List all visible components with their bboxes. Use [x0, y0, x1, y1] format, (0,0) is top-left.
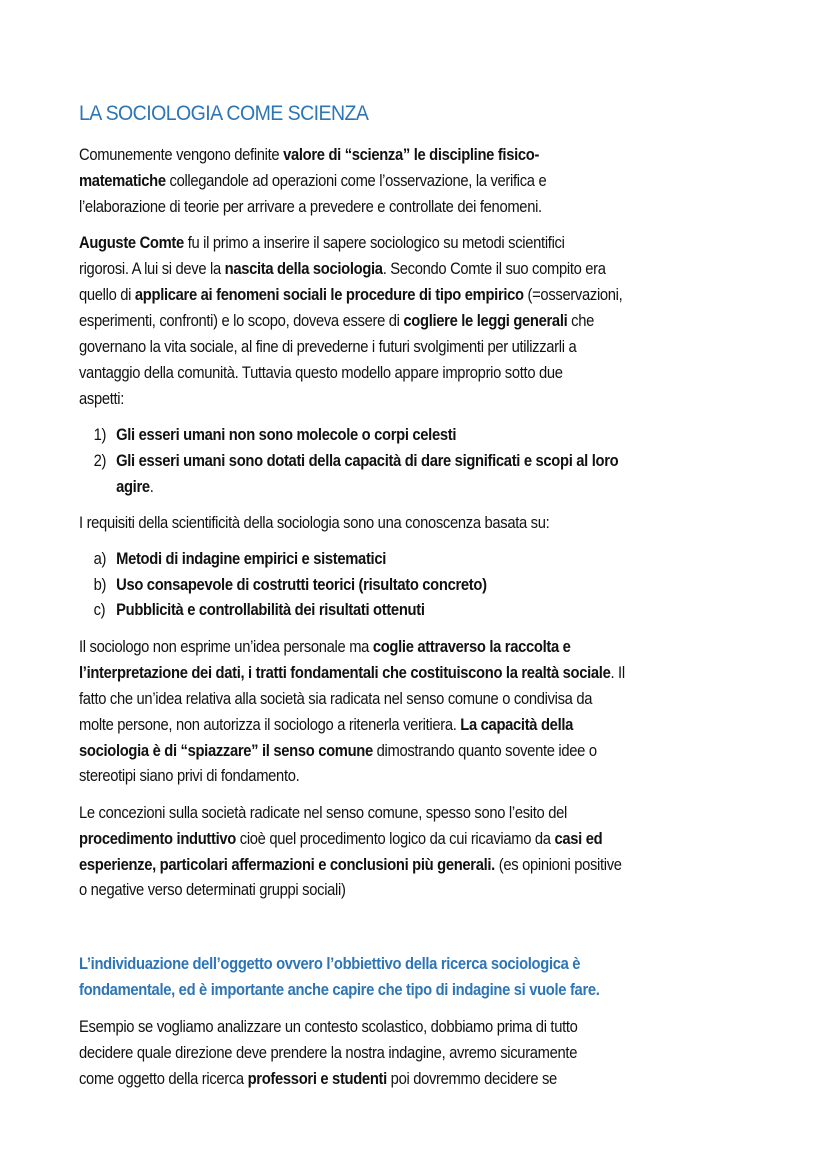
bold-text: l’interpretazione dei dati, i tratti fondamentali che costituiscono la realtà sociale — [79, 664, 611, 682]
text: l’elaborazione di teorie per arrivare a prevedere e controllate dei fenomeni. — [79, 198, 542, 216]
bold-text: esperienze, particolari affermazioni e conclusioni più generali. — [79, 856, 495, 874]
text: fu il primo a inserire il sapere sociologico su metodi scientifici — [183, 234, 565, 252]
paragraph-line: I requisiti della scientificità della sociologia sono una conoscenza basata su: — [79, 514, 550, 532]
paragraph-line — [79, 260, 606, 279]
paragraph-line — [79, 172, 546, 191]
text: (=osservazioni, — [523, 286, 623, 304]
bold-text: agire — [116, 478, 150, 496]
list-item-text: Pubblicità e controllabilità dei risultati ottenuti — [116, 601, 425, 619]
paragraph-line — [79, 830, 602, 849]
paragraph-line — [79, 804, 567, 823]
bold-text: casi ed — [554, 830, 603, 848]
text: esperimenti, confronti) e lo scopo, doveva essere di — [79, 312, 404, 330]
text: governano la vita sociale, al fine di prevederne i futuri svolgimenti per utilizzarli a — [79, 338, 577, 356]
text: Esempio se vogliamo analizzare un contesto scolastico, dobbiamo prima di tutto — [79, 1018, 578, 1036]
text: . — [149, 478, 154, 496]
text: molte persone, non autorizza il sociologo a ritenerla veritiera. — [79, 716, 461, 734]
list-marker: c) — [93, 601, 106, 619]
bold-text: applicare ai fenomeni sociali le procedure di tipo empirico — [134, 286, 524, 304]
list-marker: 1) — [93, 426, 107, 444]
paragraph-line — [79, 146, 539, 165]
paragraph-line — [79, 364, 563, 383]
paragraph-line — [79, 638, 571, 657]
paragraph-line — [79, 234, 565, 253]
text: vantaggio della comunità. Tuttavia questo modello appare improprio sotto due — [79, 364, 563, 382]
list-item-text: Gli esseri umani sono dotati della capacità di dare significati e scopi al loro — [116, 452, 619, 470]
text: come oggetto della ricerca — [79, 1070, 248, 1088]
paragraph-line — [79, 742, 597, 761]
paragraph-line — [79, 1044, 577, 1063]
text: poi dovremmo decidere se — [386, 1070, 557, 1088]
paragraph-line — [79, 690, 592, 709]
paragraph-line — [79, 1018, 578, 1037]
text: Comunemente vengono definite — [79, 146, 284, 164]
text: . Il — [610, 664, 625, 682]
paragraph-line — [79, 338, 576, 357]
list-item-text: Gli esseri umani non sono molecole o corpi celesti — [116, 426, 457, 444]
text: decidere quale direzione deve prendere la nostra indagine, avremo sicuramente — [79, 1044, 578, 1062]
list-item-text: Metodi di indagine empirici e sistematici — [116, 550, 387, 568]
bold-text: cogliere le leggi generali — [403, 312, 568, 330]
section-subheading: fondamentale, ed è importante anche capire che tipo di indagine si vuole fare. — [79, 981, 600, 999]
list-marker: b) — [93, 576, 107, 594]
paragraph-line — [79, 198, 542, 217]
list-marker: 2) — [93, 452, 107, 470]
text: dimostrando quanto sovente idee o — [372, 742, 597, 760]
text: aspetti: — [79, 390, 125, 408]
paragraph-line — [79, 716, 573, 735]
section-subheading: L’individuazione dell’oggetto ovvero l’obbiettivo della ricerca sociologica è — [79, 955, 581, 973]
list-item-text: Uso consapevole di costrutti teorici (risultato concreto) — [116, 576, 487, 594]
text: . Secondo Comte il suo compito era — [382, 260, 606, 278]
bold-text: nascita della sociologia — [224, 260, 383, 278]
paragraph-line — [79, 767, 299, 786]
list-marker: a) — [93, 550, 107, 568]
paragraph-line — [79, 664, 625, 683]
text: che — [567, 312, 595, 330]
text: o negative verso determinati gruppi sociali) — [79, 881, 346, 899]
paragraph-line — [79, 856, 622, 875]
text: rigorosi. A lui si deve la — [79, 260, 225, 278]
text: Il sociologo non esprime un’idea personale ma — [79, 638, 373, 656]
paragraph-line — [79, 390, 124, 409]
paragraph-line — [79, 1070, 557, 1089]
bold-text: matematiche — [79, 172, 166, 190]
bold-text: procedimento induttivo — [79, 830, 236, 848]
paragraph-line — [79, 286, 622, 305]
bold-text: Auguste Comte — [79, 234, 184, 252]
text: (es opinioni positive — [494, 856, 622, 874]
paragraph-line — [79, 881, 346, 900]
text: stereotipi siano privi di fondamento. — [79, 767, 300, 785]
paragraph-line — [79, 312, 594, 331]
text: Le concezioni sulla società radicate nel senso comune, spesso sono l’esito del — [79, 804, 567, 822]
bold-text: valore di “scienza” le discipline fisico- — [283, 146, 540, 164]
bold-text: coglie attraverso la raccolta e — [372, 638, 571, 656]
text: cioè quel procedimento logico da cui ricaviamo da — [235, 830, 555, 848]
text: quello di — [79, 286, 135, 304]
text: fatto che un’idea relativa alla società sia radicata nel senso comune o condivisa da — [79, 690, 593, 708]
text: collegandole ad operazioni come l’osservazione, la verifica e — [165, 172, 547, 190]
bold-text: La capacità della — [460, 716, 574, 734]
page-title: LA SOCIOLOGIA COME SCIENZA — [79, 102, 369, 125]
bold-text: professori e studenti — [247, 1070, 387, 1088]
bold-text: sociologia è di “spiazzare” il senso comune — [79, 742, 373, 760]
